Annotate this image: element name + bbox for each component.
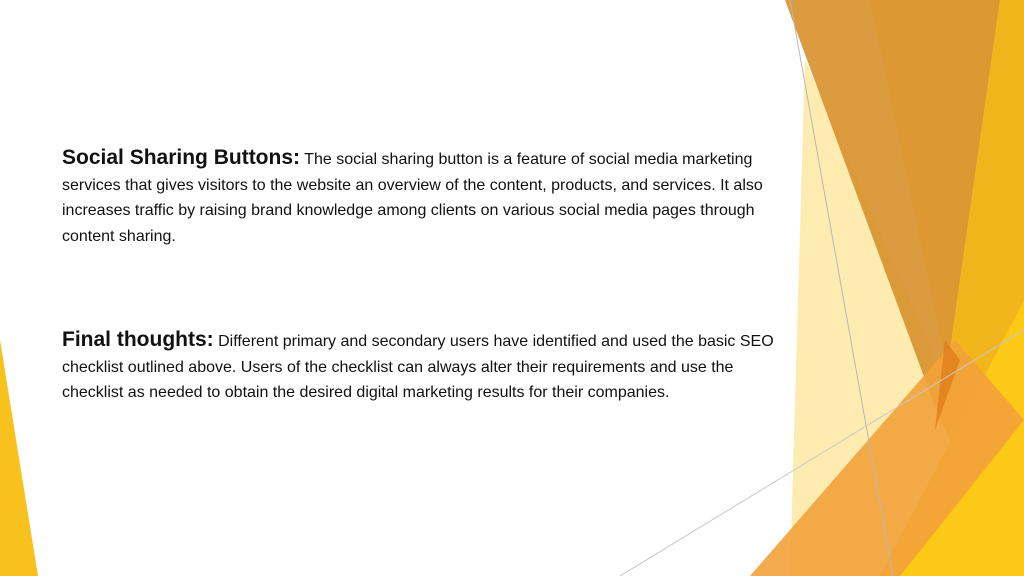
section-body: The social sharing button is a feature of social media marketing services that gives visitors to the website an overview of the content, products, and services. It also increases traffic by raising brand knowledge among clients on various social media pages through content sharing.	[62, 151, 763, 245]
section-body: Different primary and secondary users have identified and used the basic SEO checklist outlined above. Users of the checklist can always alter their requirements and use the checklist as needed to obtain the desired digital marketing results for their companies.	[62, 333, 774, 401]
section-heading: Social Sharing Buttons:	[62, 146, 301, 169]
section-final-thoughts	[62, 327, 792, 406]
section-heading: Final thoughts:	[62, 328, 214, 351]
section-social-sharing	[62, 145, 792, 249]
left-yellow-facet	[0, 340, 38, 576]
